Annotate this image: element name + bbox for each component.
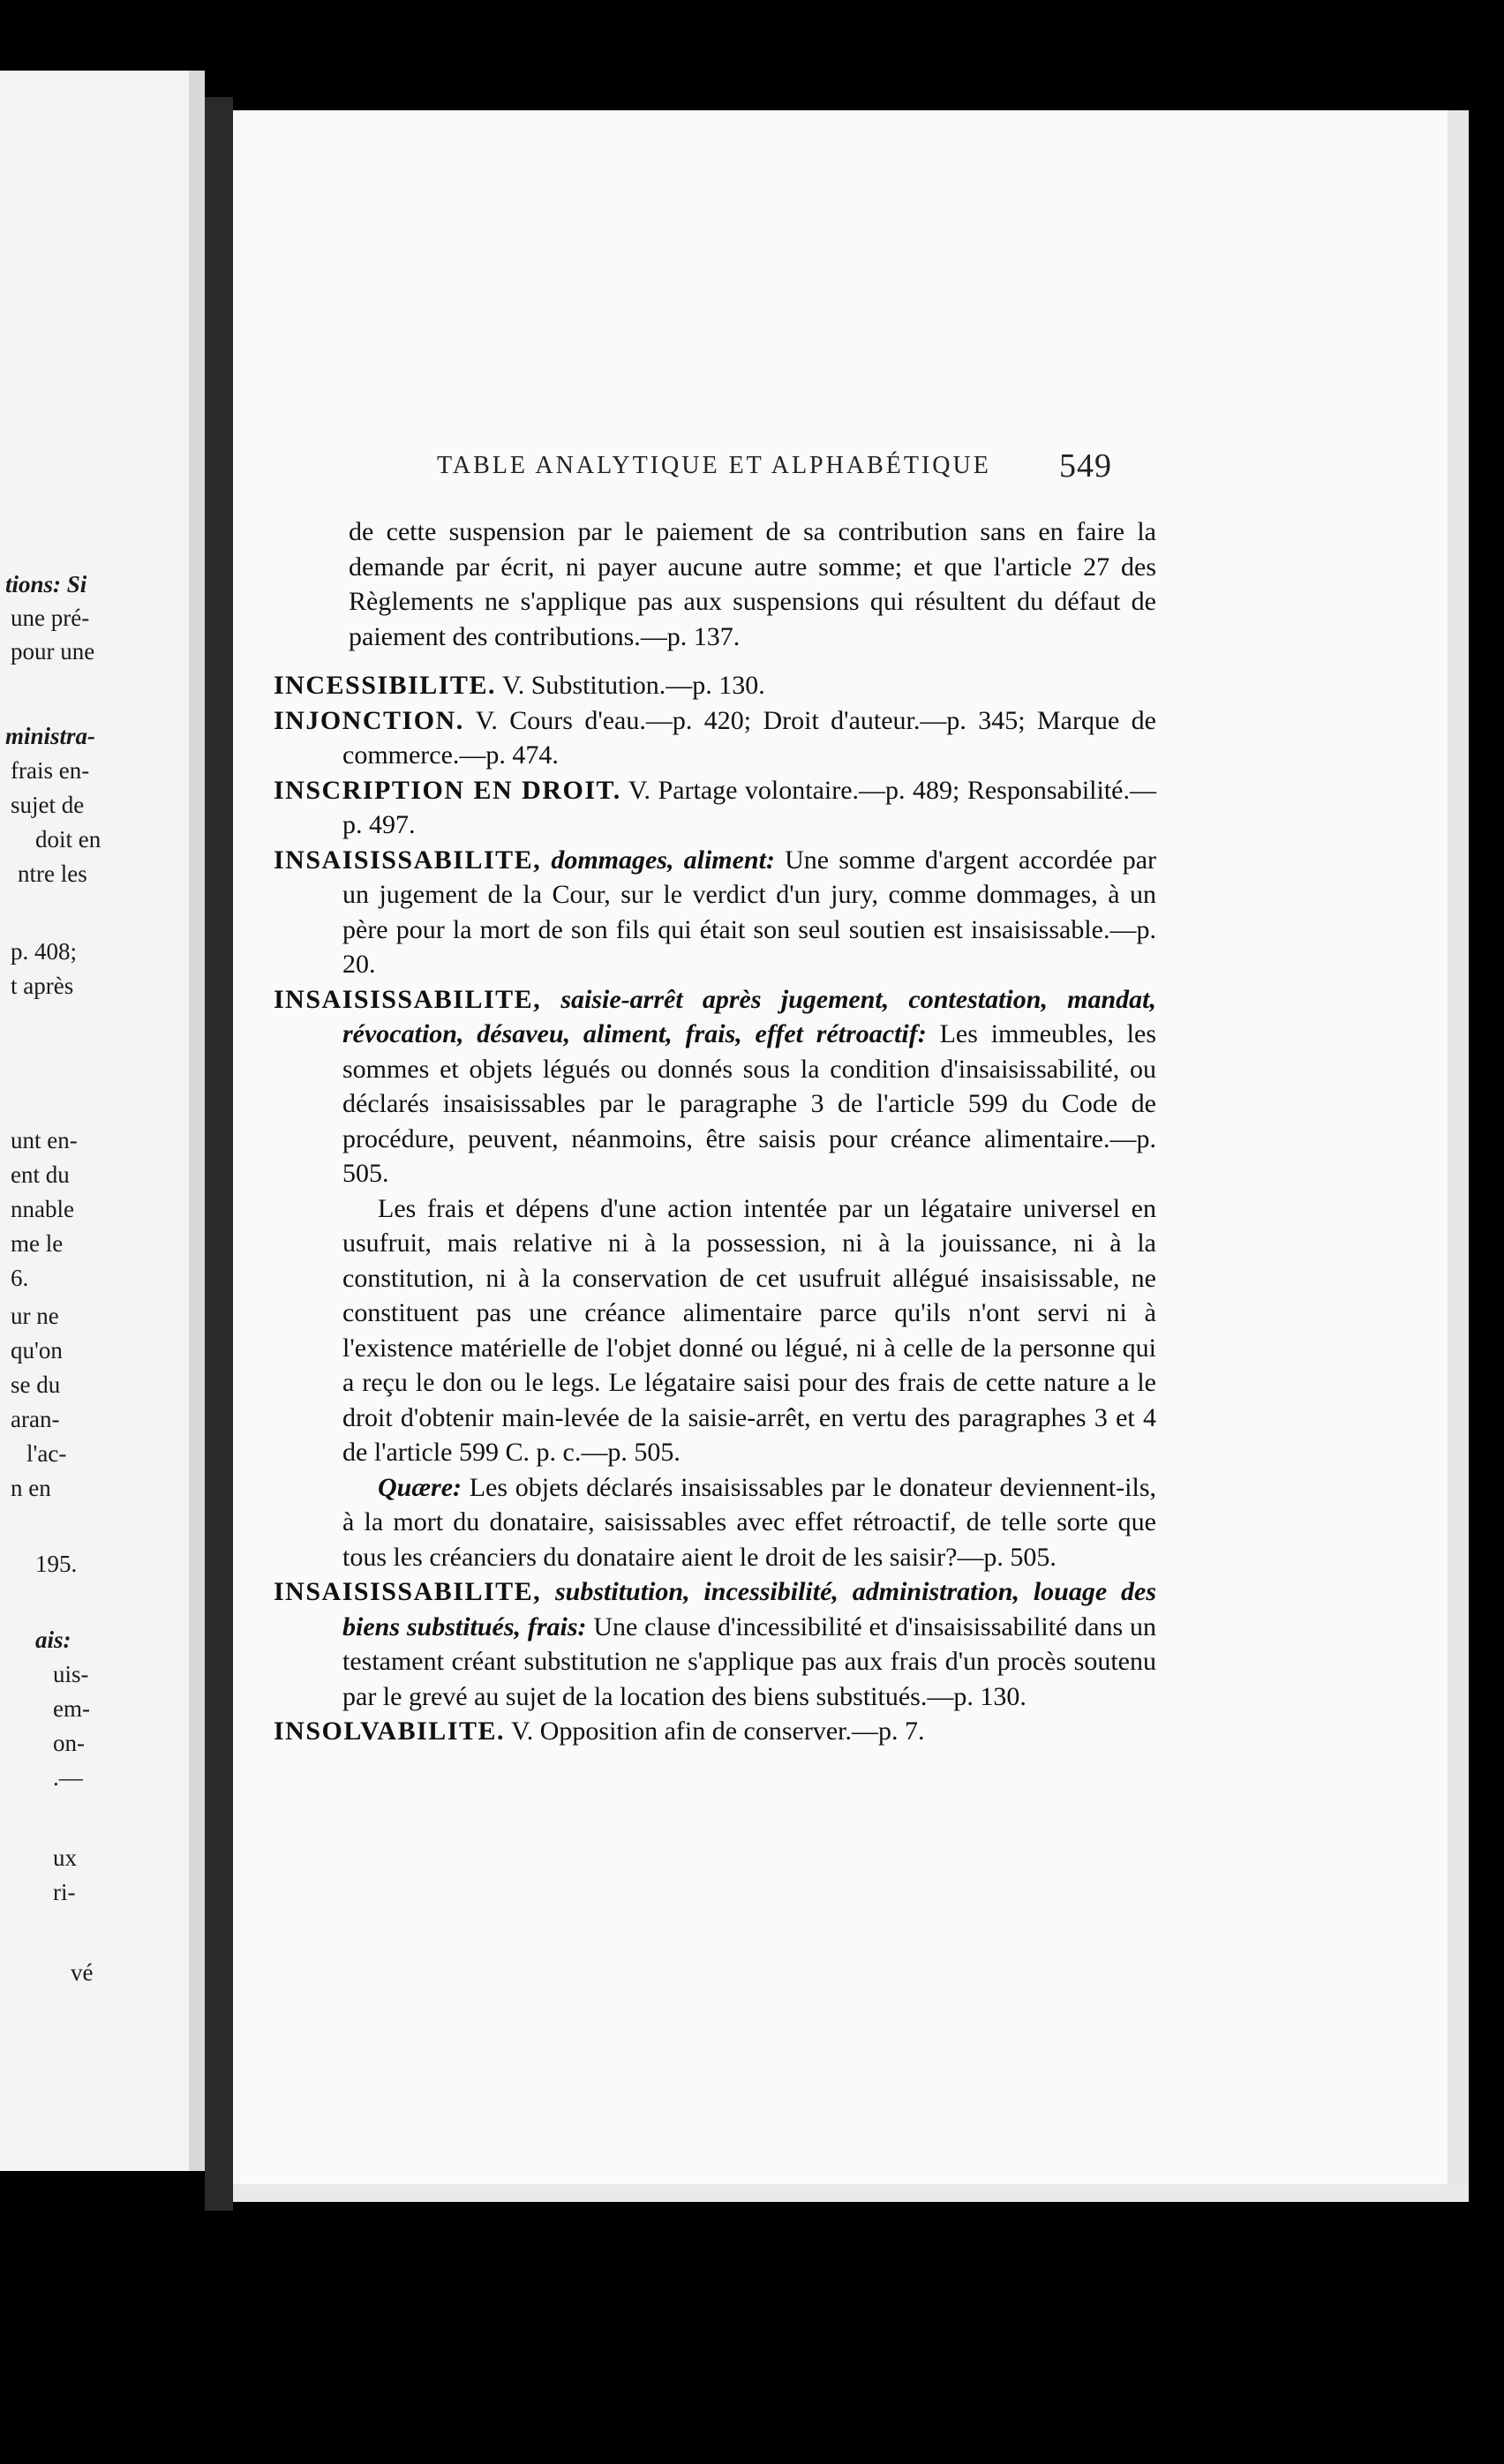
index-entry: [274, 703, 1156, 773]
paragraph-text: Les objets déclarés insaisissables par le donateur deviennent-ils, à la mort du donataire, saisissables avec effet rétroactif, de telle sorte que tous les créanciers du donataire aient le droit de les saisir?—p. 505.: [342, 1472, 1156, 1572]
entry-keywords: dommages, aliment:: [551, 845, 775, 875]
left-page-line: ur ne: [11, 1303, 59, 1329]
entry-headword: INJONCTION.: [274, 705, 464, 735]
page-number: 549: [1059, 447, 1112, 485]
left-page-line: unt en-: [11, 1127, 78, 1153]
left-page-line: me le: [11, 1230, 64, 1257]
left-page-line: pour une: [11, 638, 95, 665]
entry-text: Une somme d'argent accordée par un jugement de la Cour, sur le verdict d'un jury, comme dommages, à un père pour la mort de son fils qui était son seul soutien est insaisissable.—p. 20.: [342, 845, 1157, 979]
entry-headword: INSAISISSABILITE,: [274, 1577, 542, 1606]
left-page-line: ri-: [53, 1879, 76, 1905]
left-page-edge: [189, 71, 205, 2171]
book-spine: [205, 97, 233, 2211]
entry-text: V. Cours d'eau.—p. 420; Droit d'auteur.—p. 345; Marque de commerce.—p. 474.: [342, 705, 1156, 770]
left-page-line: sujet de: [11, 792, 85, 818]
left-page-line: .—: [53, 1764, 83, 1791]
page-edge-shade: [1448, 110, 1469, 2202]
entry-text: Une clause d'incessibilité et d'insaisissabilité dans un testament créant substitution ne s'applique pas aux frais d'un procès soutenu par le grevé au sujet de la location des biens substitués.—p. 130.: [342, 1611, 1157, 1711]
index-entry: [274, 982, 1156, 1191]
entry-headword: INSCRIPTION EN DROIT.: [274, 775, 621, 805]
entry-text: Les immeubles, les sommes et objets légués ou donnés sous la condition d'insaisissabilité, ou déclarés insaisissables par le paragraphe 3 de l'article 599 du Code de procédure, peuvent, néanmoins, être saisis pour créance alimentaire.—p. 505.: [342, 1019, 1156, 1188]
left-page-line: vé: [71, 1959, 94, 1986]
left-page-fragment: [0, 71, 205, 2171]
index-entries-after: [274, 1574, 1156, 1749]
left-page-line: ux: [53, 1844, 77, 1871]
left-page-line: ent du: [11, 1161, 70, 1188]
left-page-line: em-: [53, 1695, 90, 1722]
entry-paragraph-2: [274, 1470, 1156, 1575]
continued-paragraph: de cette suspension par le paiement de sa contribution sans en faire la demande par écrit, ni payer aucune autre somme; et que l'article 27 des Règlements ne s'applique pas aux suspensions qui résultent du défaut de paiement des contributions.—p. 137.: [349, 517, 1156, 651]
paragraph-lead: Quære:: [378, 1472, 462, 1502]
left-page-line: 195.: [35, 1551, 78, 1577]
left-page-line: t après: [11, 973, 74, 999]
left-page-line: l'ac-: [26, 1440, 67, 1467]
left-page-line: qu'on: [11, 1337, 63, 1363]
index-entry: [274, 843, 1156, 982]
entry-headword: INSAISISSABILITE,: [274, 984, 542, 1014]
left-page-line: tions: Si: [5, 571, 87, 597]
entry-paragraph-1: [274, 1191, 1156, 1470]
left-page-line: p. 408;: [11, 938, 78, 965]
left-page-line: nnable: [11, 1196, 74, 1222]
index-entries: [274, 668, 1156, 1191]
entry-text: V. Substitution.—p. 130.: [501, 671, 765, 700]
header-title: TABLE ANALYTIQUE ET ALPHABÉTIQUE: [437, 452, 991, 479]
left-page-line: ntre les: [18, 860, 87, 887]
left-page-line: uis-: [53, 1661, 89, 1687]
left-page-line: on-: [53, 1730, 85, 1756]
entry-text: V. Opposition afin de conserver.—p. 7.: [510, 1717, 925, 1746]
entry-keywords: substitution, incessibilité, administration, louage des biens substitués, frais:: [342, 1577, 1156, 1641]
index-entry: [274, 1574, 1156, 1714]
left-page-line: une pré-: [11, 605, 90, 631]
index-body: [274, 515, 1156, 1749]
left-page-line: aran-: [11, 1406, 60, 1432]
left-page-line: 6.: [11, 1265, 29, 1291]
left-page-line: frais en-: [11, 757, 90, 784]
page-bottom-shade: [233, 2184, 1469, 2202]
entry-headword: INSOLVABILITE.: [274, 1717, 505, 1746]
left-page-line: ministra-: [5, 723, 96, 749]
index-entry: [274, 1714, 1156, 1749]
entry-text: V. Partage volontaire.—p. 489; Responsabilité.—p. 497.: [342, 775, 1156, 839]
entry-headword: INSAISISSABILITE,: [274, 845, 542, 875]
index-entry: [274, 668, 1156, 703]
paragraph-text: Les frais et dépens d'une action intentée par un légataire universel en usufruit, mais relative ni à la possession, ni à la jouissance, ni à la constitution, ni à la conservation de cet usufruit allégué insaisissable, ne constituent pas une créance alimentaire parce qu'ils n'ont servi ni à l'existence matérielle de l'objet donné ou légué, ni à celle de la personne qui a reçu le don ou le legs. Le légataire saisi pour des frais de cette nature a le droit d'obtenir main-levée de la saisie-arrêt, en vertu des paragraphes 3 et 4 de l'article 599 C. p. c.—p. 505.: [342, 1193, 1156, 1467]
left-page-line: se du: [11, 1371, 61, 1398]
entry-headword: INCESSIBILITE.: [274, 671, 496, 700]
entry-keywords: saisie-arrêt après jugement, contestation, mandat, révocation, désaveu, aliment, frais, effet rétroactif:: [342, 984, 1156, 1048]
index-entry: [274, 773, 1156, 843]
left-page-line: doit en: [35, 826, 102, 853]
left-page-line: ais:: [35, 1626, 71, 1653]
left-page-line: n en: [11, 1475, 51, 1501]
